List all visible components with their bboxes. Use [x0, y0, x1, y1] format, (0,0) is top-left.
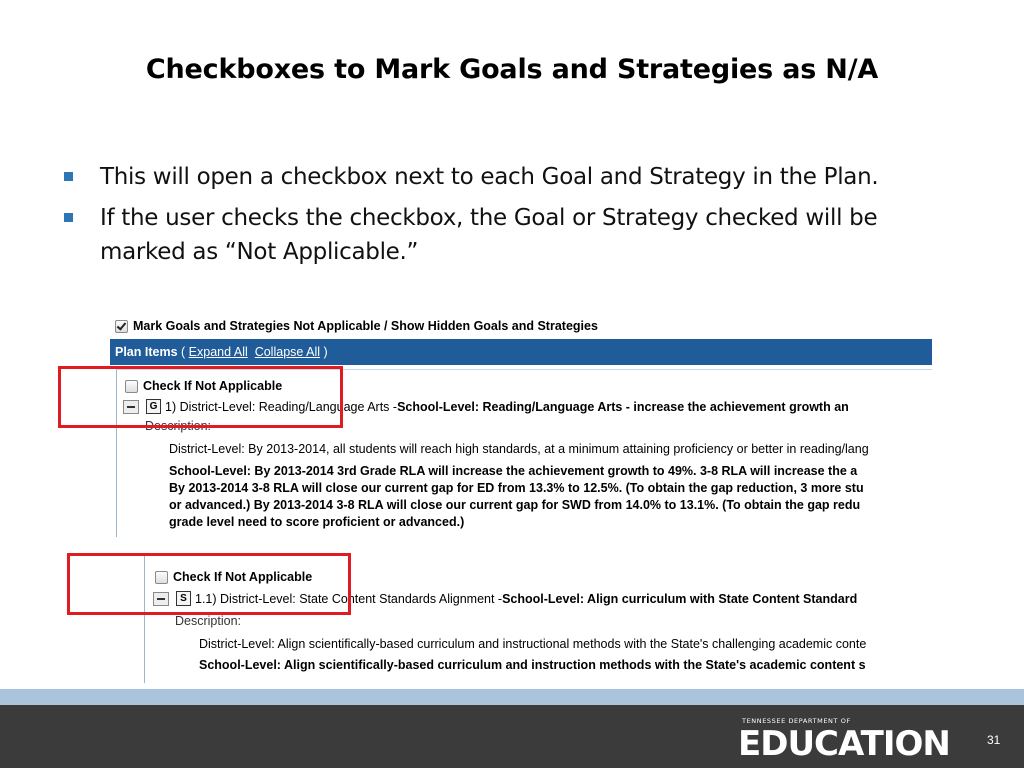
bullet-square-icon — [64, 213, 73, 222]
goal-school-description-line: grade level need to score proficient or advanced.) — [169, 515, 465, 529]
goal-na-label: Check If Not Applicable — [143, 379, 283, 393]
paren-open: ( — [181, 345, 186, 359]
plan-items-header — [110, 339, 932, 365]
expand-all-link[interactable]: Expand All — [188, 345, 248, 359]
education-logo: EDUCATION — [738, 724, 950, 764]
goal-district-description: District-Level: By 2013-2014, all students will reach high standards, at a minimum attaining proficiency or better in reading/lang — [169, 442, 869, 456]
bullet-text: This will open a checkbox next to each Goal and Strategy in the Plan. — [100, 164, 879, 190]
mark-na-label: Mark Goals and Strategies Not Applicable / Show Hidden Goals and Strategies — [133, 319, 598, 333]
strategy-title-school: School-Level: Align curriculum with State Content Standard — [502, 591, 858, 606]
strategy-na-label: Check If Not Applicable — [173, 570, 313, 584]
goal-description-label: Description: — [145, 419, 211, 433]
goal-title-school: School-Level: Reading/Language Arts - increase the achievement growth an — [397, 399, 849, 414]
bullet-list — [62, 160, 942, 276]
goal-school-description-line: or advanced.) By 2013-2014 3-8 RLA will close our current gap for SWD from 14.0% to 13.1%. (To obtain the gap redu — [169, 498, 861, 512]
bullet-text: If the user checks the checkbox, the Goal or Strategy checked will be marked as “Not Applicable.” — [100, 205, 878, 265]
strategy-school-description: School-Level: Align scientifically-based curriculum and instruction methods with the State's academic content s — [199, 658, 866, 672]
footer — [0, 705, 1024, 768]
goal-school-description-line: School-Level: By 2013-2014 3rd Grade RLA will increase the achievement growth to 49%. 3-8 RLA will increase the a — [169, 464, 858, 478]
goal-school-description-line: By 2013-2014 3-8 RLA will close our current gap for ED from 13.3% to 12.5%. (To obtain the gap reduction, 3 more stu — [169, 481, 864, 495]
goal-title-district: 1) District-Level: Reading/Language Arts - — [165, 399, 398, 414]
collapse-all-link[interactable]: Collapse All — [254, 345, 321, 359]
bullet-item — [62, 160, 942, 194]
paren-close: ) — [323, 345, 328, 359]
goal-badge: G — [146, 399, 161, 414]
strategy-title-district: 1.1) District-Level: State Content Standards Alignment - — [195, 591, 503, 606]
highlight-box-goal — [58, 366, 343, 428]
strategy-description-label: Description: — [175, 614, 241, 628]
strategy-badge: S — [176, 591, 191, 606]
bullet-item — [62, 201, 942, 269]
bullet-square-icon — [64, 172, 73, 181]
mark-na-checkbox[interactable] — [115, 320, 128, 333]
strategy-district-description: District-Level: Align scientifically-based curriculum and instructional methods with the State's challenging academic conte — [199, 637, 867, 651]
footer-stripe — [0, 689, 1024, 705]
page-number: 31 — [987, 733, 1001, 747]
mark-na-toggle[interactable] — [115, 319, 598, 333]
slide-title: Checkboxes to Mark Goals and Strategies as N/A — [145, 54, 879, 85]
plan-items-label: Plan Items — [115, 345, 178, 359]
highlight-box-strategy — [67, 553, 351, 615]
department-line: TENNESSEE DEPARTMENT OF — [742, 717, 851, 725]
